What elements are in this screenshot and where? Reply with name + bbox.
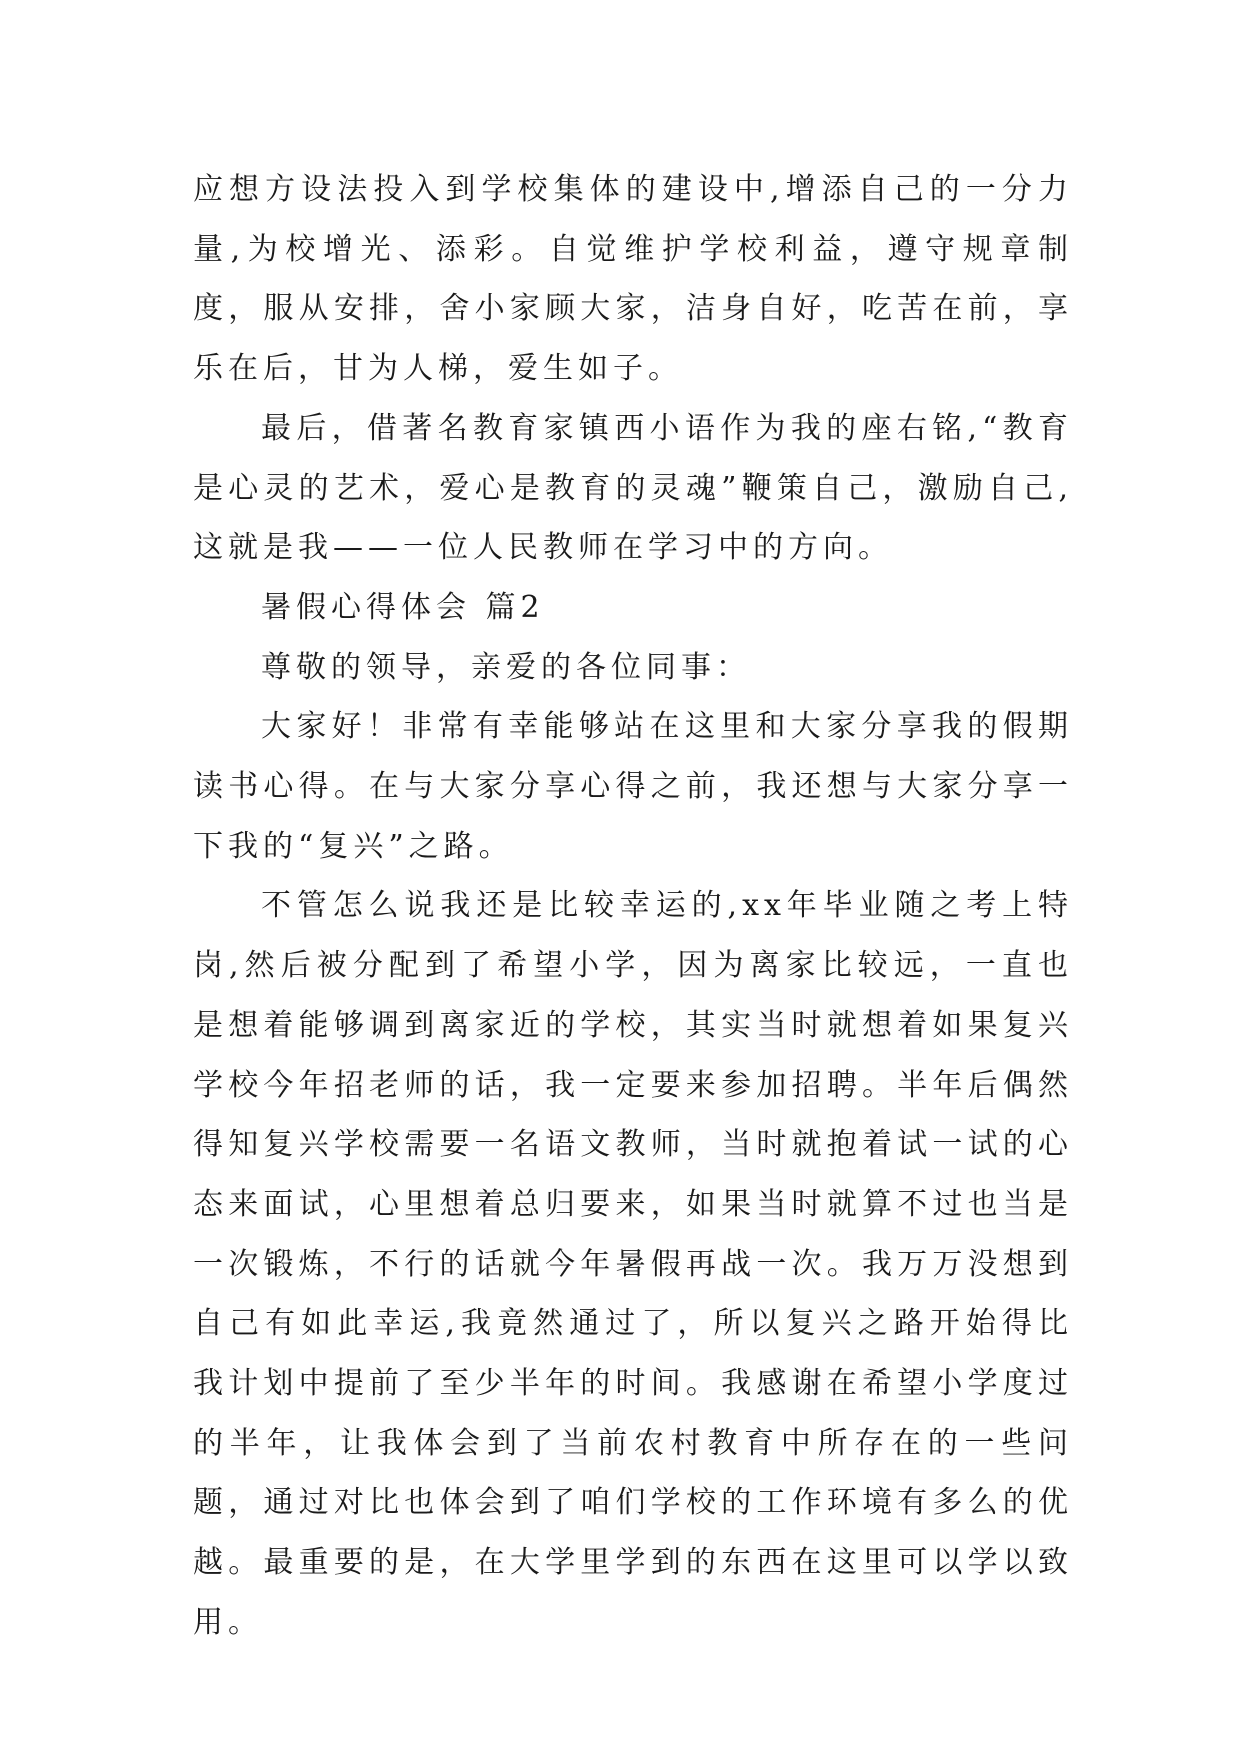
section-heading: 暑假心得体会 篇2: [261, 589, 545, 625]
paragraph-continuation: 应想方设法投入到学校集体的建设中,增添自己的一分力量,为校增光、添彩。自觉维护学校利益，遵守规章制度，服从安排，舍小家顾大家，洁身自好，吃苦在前，享乐在后，甘为人梯，爱生如子。: [193, 172, 1073, 387]
paragraph-motto: 最后，借著名教育家镇西小语作为我的座右铭,“教育是心灵的艺术，爱心是教育的灵魂”鞭策自己，激励自己,这就是我——一位人民教师在学习中的方向。: [193, 410, 1073, 566]
paragraph-story: 不管怎么说我还是比较幸运的,xx年毕业随之考上特岗,然后被分配到了希望小学，因为离家比较远，一直也是想着能够调到离家近的学校，其实当时就想着如果复兴学校今年招老师的话，我一定要来参加招聘。半年后偶然得知复兴学校需要一名语文教师，当时就抱着试一试的心态来面试，心里想着总归要来，如果当时就算不过也当是一次锻炼，不行的话就今年暑假再战一次。我万万没想到自己有如此幸运,我竟然通过了，所以复兴之路开始得比我计划中提前了至少半年的时间。我感谢在希望小学度过的半年，让我体会到了当前农村教育中所存在的一些问题，通过对比也体会到了咱们学校的工作环境有多么的优越。最重要的是，在大学里学到的东西在这里可以学以致用。: [193, 888, 1073, 1640]
paragraph-greeting: 大家好！非常有幸能够站在这里和大家分享我的假期读书心得。在与大家分享心得之前，我还想与大家分享一下我的“复兴”之路。: [193, 709, 1073, 864]
document-body: [193, 160, 1073, 1653]
salutation: 尊敬的领导，亲爱的各位同事：: [261, 649, 751, 685]
